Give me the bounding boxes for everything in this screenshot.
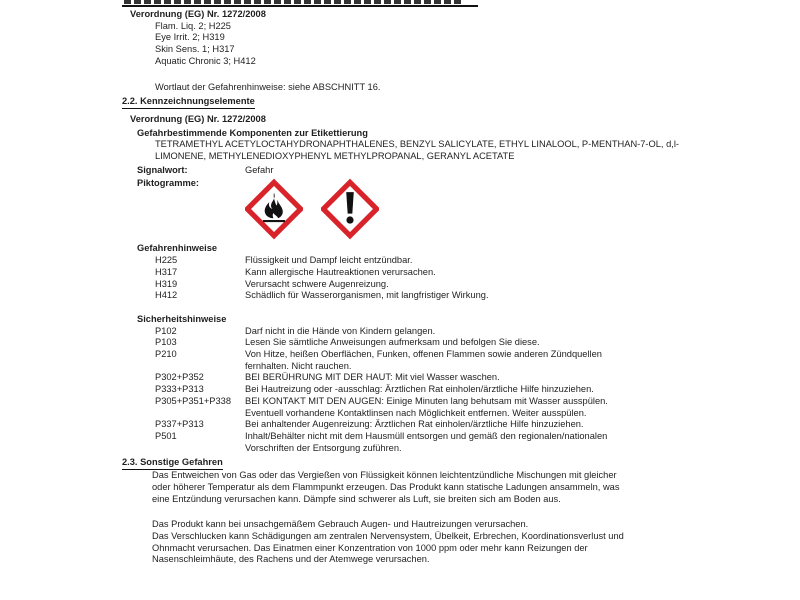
flame-pictogram-icon (245, 178, 303, 240)
cutoff-heading-remnant (122, 0, 478, 7)
precaution-text: BEI KONTAKT MIT DEN AUGEN: Einige Minuten lang behutsam mit Wasser ausspülen. Eventuell vorhandene Kontaktlinsen nach Möglichkeit entfernen. Weiter ausspülen. (245, 395, 608, 418)
precaution-row (155, 337, 800, 349)
section-2-3-heading-text: 2.3. Sonstige Gefahren (122, 457, 223, 470)
hazard-text: Schädlich für Wasserorganismen, mit langfristiger Wirkung. (245, 290, 489, 301)
precaution-row (155, 419, 800, 431)
precaution-code: P501 (155, 430, 177, 441)
precaution-text: Bei anhaltender Augenreizung: Ärztlichen Rat einholen/ärztliche Hilfe hinzuziehen. (245, 419, 584, 430)
section-2-2-heading-text: 2.2. Kennzeichnungselemente (122, 96, 255, 109)
classification-item: Aquatic Chronic 3; H412 (155, 55, 256, 66)
regulation-heading-2: Verordnung (EG) Nr. 1272/2008 (130, 113, 266, 124)
components-heading: Gefahrbestimmende Komponenten zur Etikettierung (137, 127, 368, 138)
precaution-code: P210 (155, 349, 177, 360)
other-hazards-paragraph: Das Verschlucken kann Schädigungen am zentralen Nervensystem, Übelkeit, Erbrechen, Koordinationsverlust und Ohnmacht verursachen. Das Einatmen einer Konzentration von 1000 ppm oder mehr kann Reizungen der Nasenschleimhäute, des Rachens und der Atemwege verursachen. (152, 530, 624, 565)
hazard-text: Kann allergische Hautreaktionen verursachen. (245, 266, 436, 277)
precaution-text: Darf nicht in die Hände von Kindern gelangen. (245, 325, 436, 336)
precaution-code: P102 (155, 325, 177, 336)
hazard-code: H319 (155, 278, 178, 289)
hazard-statement-row (155, 290, 800, 302)
regulation-heading: Verordnung (EG) Nr. 1272/2008 (130, 9, 266, 19)
precaution-row (155, 396, 800, 419)
precaution-text: Von Hitze, heißen Oberflächen, Funken, offenen Flammen sowie anderen Zündquellen fernhalten. Nicht rauchen. (245, 349, 602, 371)
signal-word-value: Gefahr (245, 164, 274, 175)
signal-word-row (137, 165, 800, 177)
precaution-text: BEI BERÜHRUNG MIT DER HAUT: Mit viel Wasser waschen. (245, 372, 500, 383)
section-2-3-heading (122, 457, 800, 470)
classification-item: Flam. Liq. 2; H225 (155, 20, 231, 31)
precaution-text: Inhalt/Behälter nicht mit dem Hausmüll entsorgen und gemäß den regionalen/nationalen Vorschriften der Entsorgung zuführen. (245, 430, 608, 453)
precaution-code: P302+P352 (155, 372, 204, 383)
components-text: TETRAMETHYL ACETYLOCTAHYDRONAPHTHALENES, BENZYL SALICYLATE, ETHYL LINALOOL, P-MENTHAN-7-OL, d,l-LIMONENE, METHYLENEDIOXYPHENYL METHYLPROPANAL, GERANYL ACETATE (155, 139, 680, 162)
pictograms-label: Piktogramme: (137, 178, 199, 189)
pictograms-row (137, 178, 800, 240)
hazard-statement-row (155, 267, 800, 279)
exclamation-mark-pictogram-icon (321, 178, 379, 240)
hazard-code: H317 (155, 266, 178, 277)
precaution-code: P103 (155, 337, 177, 348)
hazard-wording-note: Wortlaut der Gefahrenhinweise: siehe ABSCHNITT 16. (155, 81, 381, 92)
hazard-text: Verursacht schwere Augenreizung. (245, 278, 389, 289)
hazard-statement-row (155, 279, 800, 291)
classification-item: Eye Irrit. 2; H319 (155, 32, 225, 43)
hazard-statement-row (155, 255, 800, 267)
precaution-code: P333+P313 (155, 384, 204, 395)
hazard-statements-heading: Gefahrenhinweise (137, 243, 218, 254)
precaution-code: P305+P351+P338 (155, 395, 231, 406)
section-2-2-heading (122, 96, 800, 109)
precaution-row (155, 431, 800, 454)
precaution-text: Lesen Sie sämtliche Anweisungen aufmerksam und befolgen Sie diese. (245, 337, 540, 348)
hazard-code: H412 (155, 290, 178, 301)
precaution-row (155, 326, 800, 338)
precaution-text: Bei Hautreizung oder -ausschlag: Ärztlichen Rat einholen/ärztliche Hilfe hinzuziehen. (245, 384, 594, 395)
precaution-row (155, 384, 800, 396)
hazard-code: H225 (155, 255, 178, 266)
precautionary-statements-heading: Sicherheitshinweise (137, 313, 227, 324)
pictograms-box (245, 178, 379, 240)
signal-word-label: Signalwort: (137, 164, 188, 175)
classification-item: Skin Sens. 1; H317 (155, 44, 235, 55)
other-hazards-paragraph: Das Produkt kann bei unsachgemäßem Gebrauch Augen- und Hautreizungen verursachen. (152, 519, 529, 530)
other-hazards-paragraph: Das Entweichen von Gas oder das Vergießen von Flüssigkeit können leichtentzündliche Mischungen mit gleicher oder höherer Temperatur als dem Flammpunkt erzeugen. Das Produkt kann statische Ladungen ansammeln, was eine Entzündung verursachen kann. Dämpfe sind schwerer als Luft, sie breiten sich am Boden aus. (152, 470, 620, 504)
hazard-text: Flüssigkeit und Dampf leicht entzündbar. (245, 255, 413, 266)
precaution-row (155, 349, 800, 372)
precaution-code: P337+P313 (155, 419, 204, 430)
precaution-row (155, 372, 800, 384)
